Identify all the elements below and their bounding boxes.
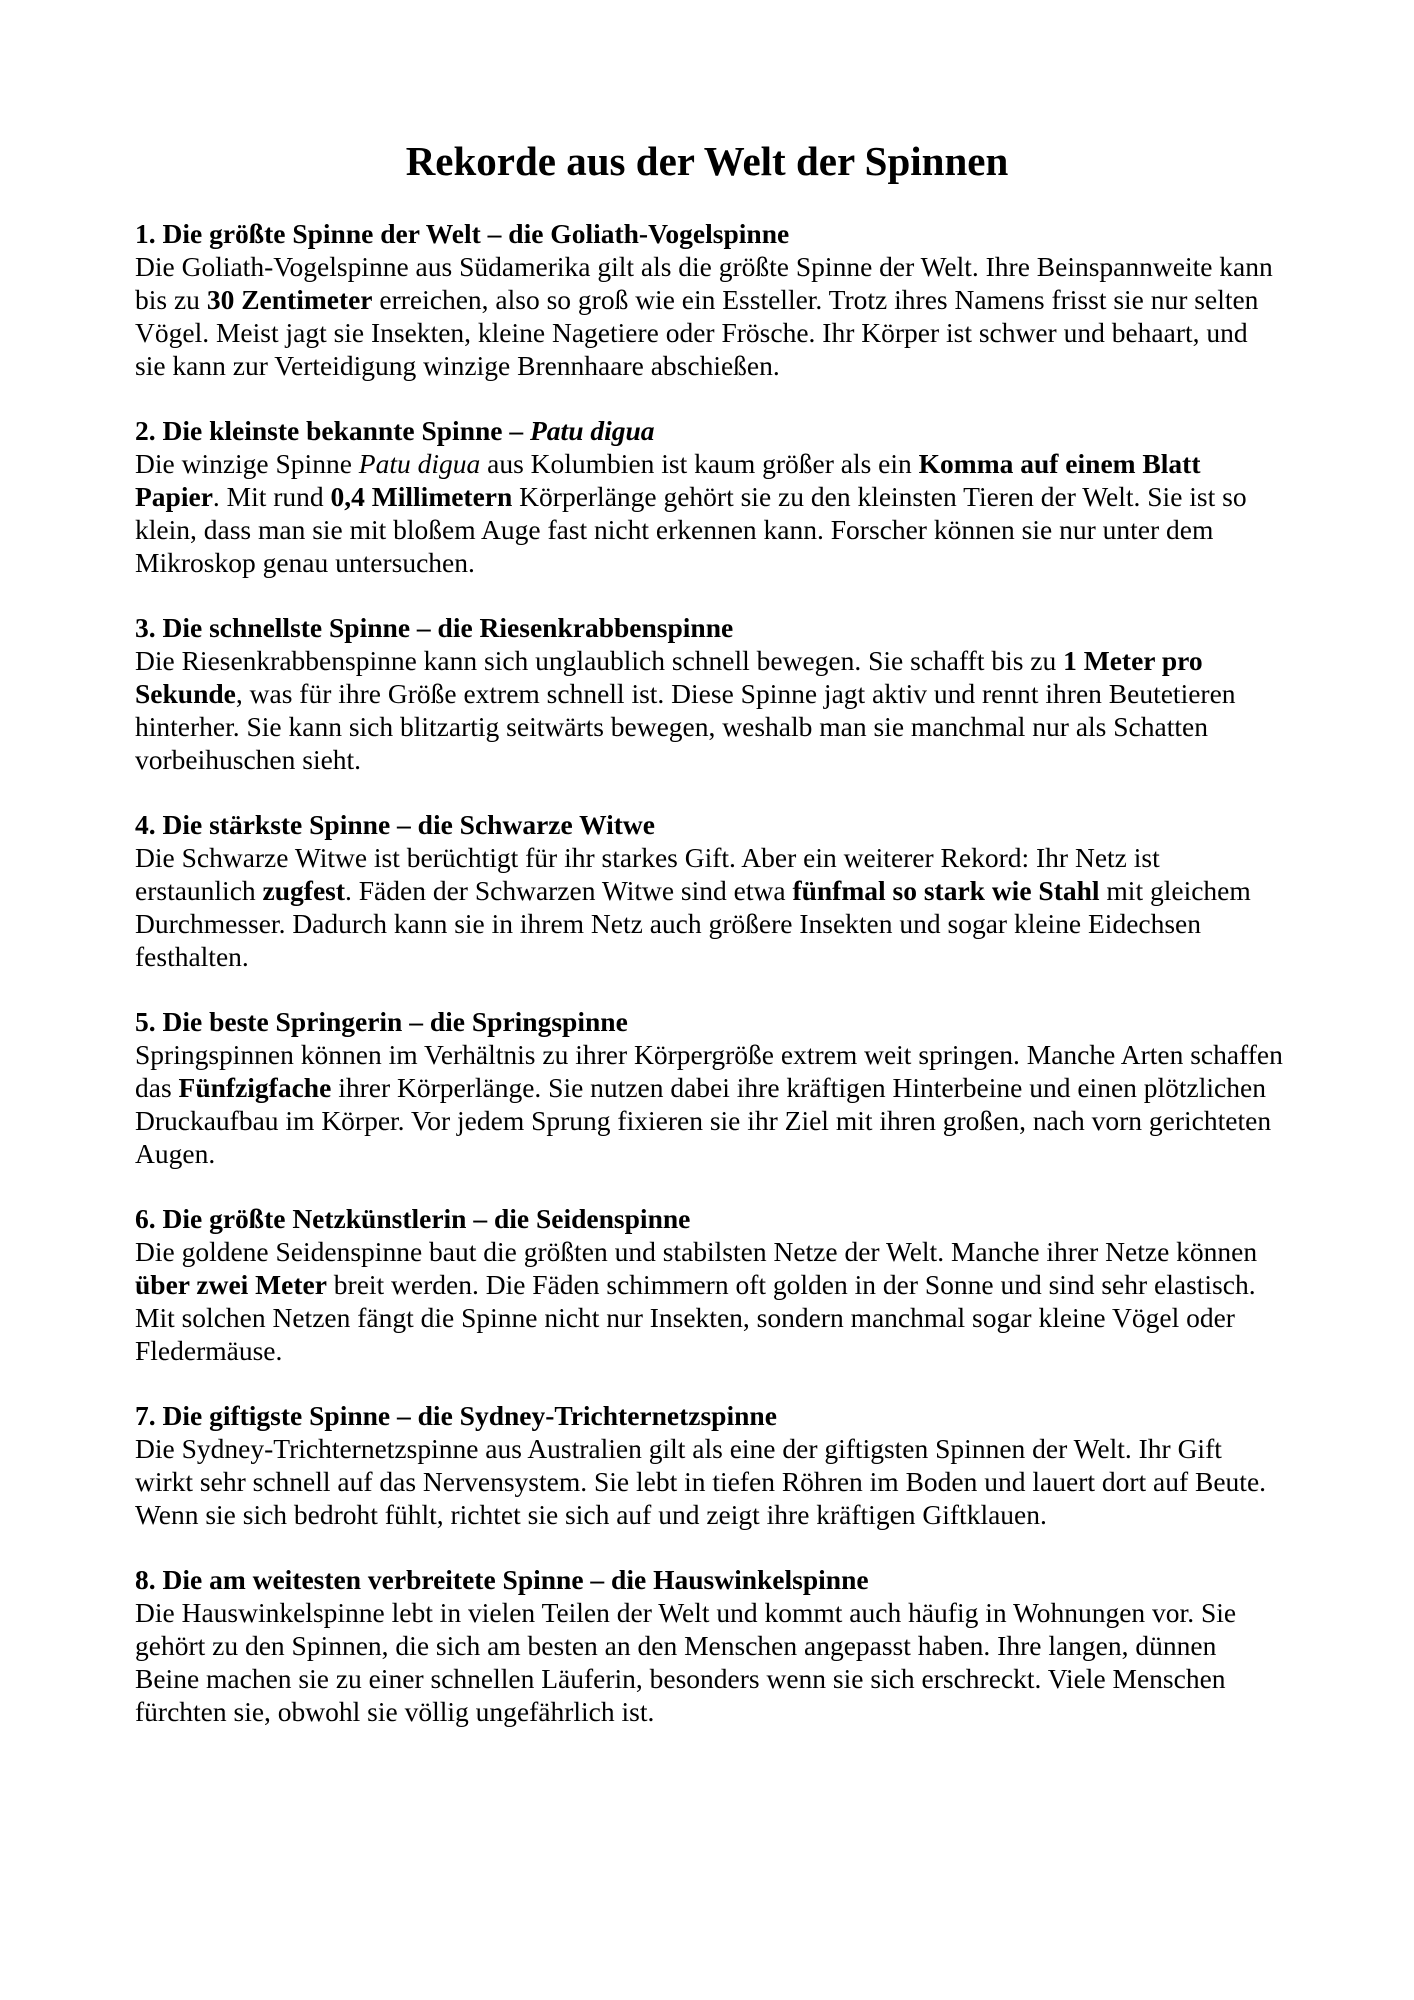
record-section [135,1005,1285,1170]
text-run: erreichen, also so groß wie ein Essteller. Trotz ihres Namens frisst sie nur selten Vögel. Meist jagt sie Insekten, kleine Nagetiere oder Frösche. Ihr Körper ist schwer und behaart, und sie kann zur Verteidigung winzige Brennhaare abschießen. [135,284,1259,381]
text-run: Die winzige Spinne [135,448,359,479]
section-heading [135,1399,1285,1432]
section-heading [135,414,1285,447]
text-run: Die Schwarze Witwe ist berüchtigt für ihr starkes Gift. Aber ein weiterer Rekord: Ihr Netz ist erstaunlich [135,842,1160,906]
text-run: breit werden. Die Fäden schimmern oft golden in der Sonne und sind sehr elastisch. Mit solchen Netzen fängt die Spinne nicht nur Insekten, sondern manchmal sogar kleine Vögel oder Fledermäuse. [135,1269,1256,1366]
section-paragraph [135,1432,1285,1531]
record-section [135,1399,1285,1531]
emphasis-text: Komma auf einem Blatt Papier [135,448,1201,512]
section-heading [135,1563,1285,1596]
section-heading [135,1202,1285,1235]
section-paragraph [135,250,1285,382]
text-run: 4. Die stärkste Spinne – die Schwarze Witwe [135,809,655,840]
text-run: Die Goliath-Vogelspinne aus Südamerika gilt als die größte Spinne der Welt. Ihre Beinspannweite kann bis zu [135,251,1273,315]
text-run: 8. Die am weitesten verbreitete Spinne – die Hauswinkelspinne [135,1564,869,1595]
text-run: Die goldene Seidenspinne baut die größten und stabilsten Netze der Welt. Manche ihrer Netze können [135,1236,1258,1267]
text-run: 1. Die größte Spinne der Welt – die Goliath-Vogelspinne [135,218,790,249]
section-heading [135,808,1285,841]
section-paragraph [135,1235,1285,1367]
emphasis-text: 30 Zentimeter [206,284,373,315]
text-run: Die Hauswinkelspinne lebt in vielen Teilen der Welt und kommt auch häufig in Wohnungen vor. Sie gehört zu den Spinnen, die sich am besten an den Menschen angepasst haben. Ihre langen, dünnen Beine machen sie zu einer schnellen Läuferin, besonders wenn sie sich erschreckt. Viele Menschen fürchten sie, obwohl sie völlig ungefährlich ist. [135,1597,1237,1727]
section-paragraph [135,841,1285,973]
record-section [135,1563,1285,1728]
text-run: aus Kolumbien ist kaum größer als ein [480,448,919,479]
text-run: Springspinnen können im Verhältnis zu ihrer Körpergröße extrem weit springen. Manche Arten schaffen das [135,1039,1283,1103]
section-paragraph [135,644,1285,776]
emphasis-text: zugfest [262,875,346,906]
emphasis-text: 0,4 Millimetern [330,481,513,512]
section-heading [135,1005,1285,1038]
text-run: 7. Die giftigste Spinne – die Sydney-Trichternetzspinne [135,1400,777,1431]
text-run: 6. Die größte Netzkünstlerin – die Seidenspinne [135,1203,691,1234]
italic-text: Patu digua [530,415,655,446]
text-run: . Mit rund [212,481,331,512]
record-section [135,1202,1285,1367]
emphasis-text: fünfmal so stark wie Stahl [792,875,1100,906]
record-section [135,414,1285,579]
record-section [135,217,1285,382]
text-run: ihrer Körperlänge. Sie nutzen dabei ihre kräftigen Hinterbeine und einen plötzlichen Druckaufbau im Körper. Vor jedem Sprung fixieren sie ihr Ziel mit ihren großen, nach vorn gerichteten Augen. [135,1072,1272,1169]
record-section [135,808,1285,973]
emphasis-text: über zwei Meter [135,1269,327,1300]
section-heading [135,611,1285,644]
text-run: 2. Die kleinste bekannte Spinne – [135,415,530,446]
text-run: Körperlänge gehört sie zu den kleinsten Tieren der Welt. Sie ist so klein, dass man sie mit bloßem Auge fast nicht erkennen kann. Forscher können sie nur unter dem Mikroskop genau untersuchen. [135,481,1247,578]
section-heading [135,217,1285,250]
record-section [135,611,1285,776]
text-run: 5. Die beste Springerin – die Springspinne [135,1006,628,1037]
text-run: mit gleichem Durchmesser. Dadurch kann sie in ihrem Netz auch größere Insekten und sogar kleine Eidechsen festhalten. [135,875,1251,972]
document-title: Rekorde aus der Welt der Spinnen [405,138,1009,184]
text-run: Die Riesenkrabbenspinne kann sich unglaublich schnell bewegen. Sie schafft bis zu [135,645,1064,676]
document-body [135,217,1285,1760]
text-run: 3. Die schnellste Spinne – die Riesenkrabbenspinne [135,612,734,643]
emphasis-text: Fünfzigfache [178,1072,332,1103]
italic-text: Patu digua [358,448,481,479]
text-run: , was für ihre Größe extrem schnell ist. Diese Spinne jagt aktiv und rennt ihren Beutetieren hinterher. Sie kann sich blitzartig seitwärts bewegen, weshalb man sie manchmal nur als Schatten vorbeihuschen sieht. [135,678,1236,775]
section-paragraph [135,1038,1285,1170]
section-paragraph [135,1596,1285,1728]
text-run: Die Sydney-Trichternetzspinne aus Australien gilt als eine der giftigsten Spinnen der Welt. Ihr Gift wirkt sehr schnell auf das Nervensystem. Sie lebt in tiefen Röhren im Boden und lauert dort auf Beute. Wenn sie sich bedroht fühlt, richtet sie sich auf und zeigt ihre kräftigen Giftklauen. [135,1433,1267,1530]
text-run: . Fäden der Schwarzen Witwe sind etwa [345,875,793,906]
emphasis-text: 1 Meter pro Sekunde [135,645,1203,709]
section-paragraph [135,447,1285,579]
